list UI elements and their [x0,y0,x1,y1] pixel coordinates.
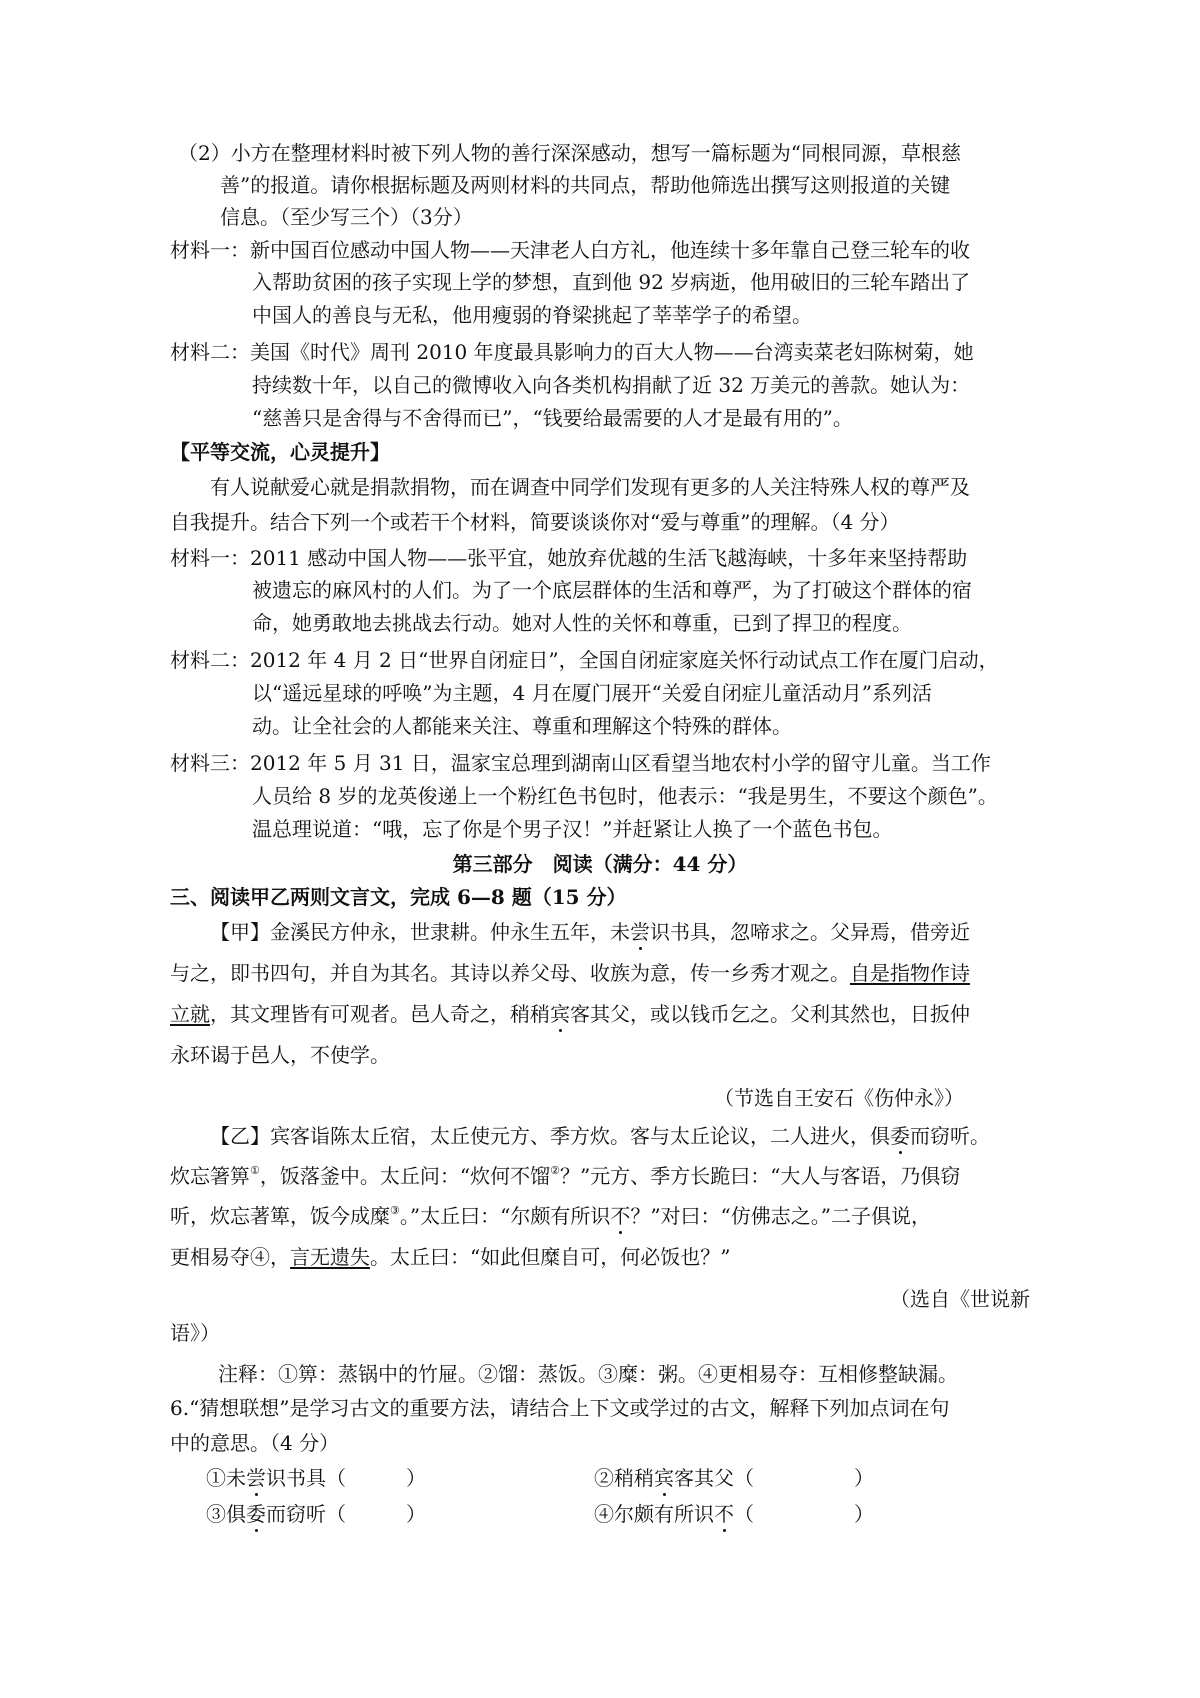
yi-source-part-1: （选自《世说新 [890,1287,1030,1311]
jia-line-1 [210,920,970,944]
yi-line-3 [170,1204,931,1228]
jia-source: （节选自王安石《伤仲永》） [714,1086,964,1110]
section-intro-line-1: 有人说献爱心就是捐款捐物，而在调查中同学们发现有更多的人关注特殊人权的尊严及 [210,475,970,499]
footnote-marker-3: ③ [390,1204,400,1217]
section-material-2-line-3: 动。让全社会的人都能来关注、尊重和理解这个特殊的群体。 [252,714,792,738]
q6-item-2 [594,1466,874,1490]
q6-item-1-text-a: ①未 [206,1466,246,1490]
section-material-2-line-2: 以“遥远星球的呼唤”为主题，4 月在厦门展开“关爱自闭症儿童活动月”系列活 [252,681,932,705]
section-material-1-line-2: 被遗忘的麻风村的人们。为了一个底层群体的生活和尊严，为了打破这个群体的宿 [252,578,972,602]
yi-line-2-text-c: ？”元方、季方长跪曰：“大人与客语，乃俱窃 [559,1164,961,1188]
section-material-3-line-3: 温总理说道：“哦，忘了你是个男子汉！”并赶紧让人换了一个蓝色书包。 [252,817,893,841]
q6-item-2-dotted-word: 宾 [654,1466,674,1490]
q2-line-1: （2）小方在整理材料时被下列人物的善行深深感动，想写一篇标题为“同根同源，草根慈 [178,141,961,165]
footnote-marker-1: ① [250,1164,260,1177]
yi-line-1-text-a: 【乙】宾客诣陈太丘宿，太丘使元方、季方炊。客与太丘论议，二人进火，俱 [210,1124,890,1148]
q6-item-1-text-b: 识书具（ ） [266,1466,426,1490]
section-material-3-line-2: 人员给 8 岁的龙英俊递上一个粉红色书包时，他表示：“我是男生，不要这个颜色”。 [252,784,998,808]
q6-item-2-text-a: ②稍稍 [594,1466,654,1490]
q6-item-3-dotted-word: 委 [246,1502,266,1526]
yi-line-4 [170,1245,730,1269]
q2-material-1-line-2: 入帮助贫困的孩子实现上学的梦想，直到他 92 岁病逝，他用破旧的三轮车踏出了 [252,270,971,294]
yi-underlined-phrase: 言无遗失 [290,1245,370,1269]
yi-line-3-text-a: 听，炊忘著箄，饭今成糜 [170,1204,390,1228]
jia-underlined-phrase-part-1: 自是指物作诗 [850,961,970,985]
jia-dotted-word-bin: 宾 [550,1002,570,1026]
jia-underlined-phrase-part-2: 立就 [170,1002,210,1026]
section-heading: 【平等交流，心灵提升】 [170,440,390,464]
yi-line-4-text-a: 更相易夺④， [170,1245,290,1269]
jia-line-4: 永环谒于邑人，不使学。 [170,1043,390,1067]
q6-item-3-text-b: 而窃听（ ） [266,1502,426,1526]
jia-line-1-text-b: 识书具，忽啼求之。父异焉，借旁近 [650,920,970,944]
yi-line-3-text-b: 。”太丘曰：“尔颇有所识 [399,1204,611,1228]
yi-line-2-text-a: 炊忘箸箅 [170,1164,250,1188]
jia-line-1-text-a: 【甲】金溪民方仲永，世隶耕。仲永生五年，未 [210,920,630,944]
yi-line-1 [210,1124,990,1148]
jia-line-2 [170,961,970,985]
footnote-marker-2: ② [550,1164,560,1177]
question-3-heading: 三、阅读甲乙两则文言文，完成 6—8 题（15 分） [170,885,627,909]
annotation-notes: 注释：①箅：蒸锅中的竹屉。②馏：蒸饭。③糜：粥。④更相易夺：互相修整缺漏。 [218,1362,958,1386]
q2-line-3: 信息。（至少写三个）（3分） [220,205,473,229]
q6-item-4-dotted-word: 不 [714,1502,734,1526]
yi-line-4-text-b: 。太丘曰：“如此但糜自可，何必饭也？” [370,1245,731,1269]
section-intro-line-2: 自我提升。结合下列一个或若干个材料，简要谈谈你对“爱与尊重”的理解。（4 分） [170,510,900,534]
jia-line-2-text: 与之，即书四句，并自为其名。其诗以养父母、收族为意，传一乡秀才观之。 [170,961,850,985]
yi-line-1-text-b: 而窃听。 [910,1124,990,1148]
section-material-2-line-1: 材料二：2012 年 4 月 2 日“世界自闭症日”，全国自闭症家庭关怀行动试点工作在厦门启动， [170,648,999,672]
section-material-1-line-1: 材料一：2011 感动中国人物——张平宜，她放弃优越的生活飞越海峡，十多年来坚持帮助 [170,546,968,570]
jia-line-3-text-a: ，其文理皆有可观者。邑人奇之，稍稍 [210,1002,550,1026]
yi-dotted-word-wei: 委 [890,1124,910,1148]
jia-line-3 [170,1002,970,1026]
q6-line-1: 6.“猜想联想”是学习古文的重要方法，请结合上下文或学过的古文，解释下列加点词在句 [170,1396,950,1420]
jia-line-3-text-b: 客其父，或以钱币乞之。父利其然也，日扳仲 [570,1002,970,1026]
q6-item-1-dotted-word: 尝 [246,1466,266,1490]
q2-material-2-line-3: “慈善只是舍得与不舍得而已”，“钱要给最需要的人才是最有用的”。 [252,406,853,430]
section-material-3-line-1: 材料三：2012 年 5 月 31 日，温家宝总理到湖南山区看望当地农村小学的留守儿童。当工作 [170,751,991,775]
yi-line-3-text-c: ？”对曰：“仿佛志之。”二子俱说， [630,1204,932,1228]
q2-material-2-line-2: 持续数十年，以自己的微博收入向各类机构捐献了近 32 万美元的善款。她认为： [252,373,971,397]
q6-item-3 [206,1502,426,1526]
q2-line-2: 善”的报道。请你根据标题及两则材料的共同点，帮助他筛选出撰写这则报道的关键 [220,173,951,197]
section-material-1-line-3: 命，她勇敢地去挑战去行动。她对人性的关怀和尊重，已到了捍卫的程度。 [252,611,912,635]
q6-item-4-text-a: ④尔颇有所识 [594,1502,714,1526]
q6-item-4-text-b: （ ） [734,1502,874,1526]
yi-line-2 [170,1164,960,1188]
q6-item-4 [594,1502,874,1526]
yi-dotted-word-bu: 不 [610,1204,631,1228]
q2-material-1-line-1: 材料一：新中国百位感动中国人物——天津老人白方礼，他连续十多年靠自己登三轮车的收 [170,238,970,262]
yi-source-part-2: 语》） [170,1321,220,1345]
yi-line-2-text-b: ，饭落釜中。太丘问：“炊何不馏 [259,1164,551,1188]
jia-dotted-word-chang: 尝 [630,920,650,944]
q2-material-1-line-3: 中国人的善良与无私，他用瘦弱的脊梁挑起了莘莘学子的希望。 [252,303,812,327]
part-3-title: 第三部分 阅读（满分：44 分） [452,852,748,876]
q6-item-3-text-a: ③俱 [206,1502,246,1526]
q6-item-1 [206,1466,426,1490]
q2-material-2-line-1: 材料二：美国《时代》周刊 2010 年度最具影响力的百大人物——台湾卖菜老妇陈树菊，她 [170,340,974,364]
q6-item-2-text-b: 客其父（ ） [674,1466,874,1490]
q6-line-2: 中的意思。（4 分） [170,1431,340,1455]
